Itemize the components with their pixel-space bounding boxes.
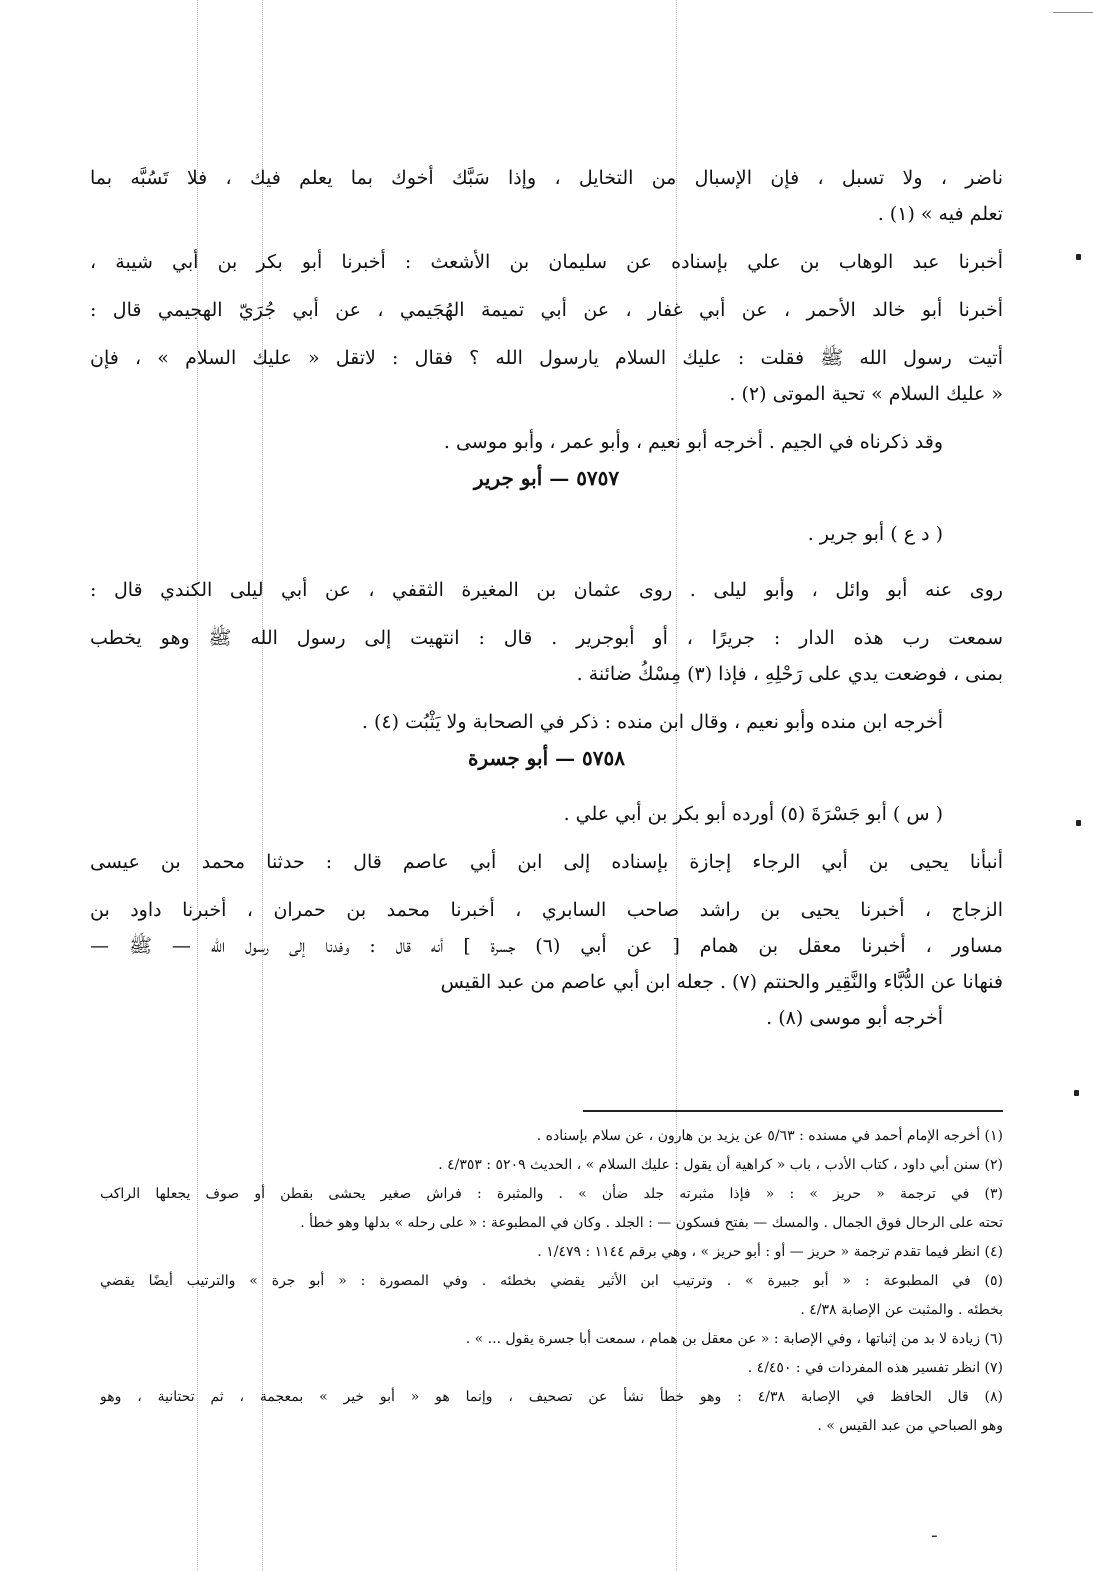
main-text [90,160,1003,1036]
footnote: وهو الصباحي من عبد القيس » . [817,1418,1003,1434]
text-line: أنبأنا يحيى بن أبي الرجاء إجازة بإسناده إلى ابن أبي عاصم قال : حدثنا محمد بن عيسى [90,851,1003,873]
text-line: أخبرنا عبد الوهاب بن علي بإسناده عن سليمان بن الأشعث : أخبرنا أبو بكر بن أبي شيبة ، [90,251,1003,273]
footnote-rule [583,1110,1003,1112]
footnote: (٦) زيادة لا بد من إثباتها ، وفي الإصابة : « عن معقل بن همام ، سمعت أبا جسرة يقول ... » . [465,1331,1003,1347]
text-line: روى عنه أبو وائل ، وأبو ليلى . روى عثمان بن المغيرة الثقفي ، عن أبي ليلى الكندي قال : [90,579,1003,601]
text-line: فنهانا عن الدُّبَّاء والنَّقِير والحنتم (٧) . جعله ابن أبي عاصم من عبد القيس [440,971,1003,993]
footnote: (٤) انظر فيما تقدم ترجمة « حريز — أو : أبو حريز » ، وهي برقم ١١٤٤ : ١/٤٧٩ . [537,1244,1003,1260]
footnote: (٨) قال الحافظ في الإصابة ٤/٣٨ : وهو خطأ نشأ عن تصحيف ، وإنما هو « أبو خير » بمعجمة ، ثم تحتانية ، وهو [100,1389,1003,1405]
footnote: (١) أخرجه الإمام أحمد في مسنده : ٥/٦٣ عن يزيد بن هارون ، عن سلام بإسناده . [536,1128,1003,1144]
text-line: أخرجه أبو موسى (٨) . [766,1007,943,1029]
footnote: (٣) في ترجمة « حريز » : « فإذا مثبرته جلد ضأن » . والمثبرة : فراش صغير يحشى بقطن أو صوف يجعلها الراكب [100,1186,1003,1202]
text-line: مساور ، أخبرنا معقل بن همام [ عن أبي (٦) جسرة ] أنه قال : وفدنا إلى رسول الله — ﷺ — [90,935,1003,957]
footnote: (٢) سنن أبي داود ، كتاب الأدب ، باب « كراهية أن يقول : عليك السلام » ، الحديث ٥٢٠٩ : ٤/٣٥٣ . [438,1157,1003,1173]
text-line: تعلم فيه » (١) . [877,203,1003,225]
footnote: تحته على الرحال فوق الجمال . والمسك — بفتح فسكون — : الجلد . وكان في المطبوعة : « على رحله » بدلها وهو خطأ . [300,1215,1003,1231]
binding-mark [1076,254,1081,260]
footnotes [100,1122,1003,1441]
entry-heading: ٥٧٥٨ — أبو جسرة [467,746,626,770]
binding-mark [1076,820,1081,826]
text-line: ( س ) أبو جَسْرَةَ (٥) أورده أبو بكر بن أبي علي . [563,803,943,825]
footnote: (٥) في المطبوعة : « أبو جبيرة » . وترتيب ابن الأثير يقضي بخطئه . وفي المصورة : « أبو جرة » والترتيب أيضًا يقضي [100,1273,1003,1289]
footnote: بخطئه . والمثبت عن الإصابة ٤/٣٨ . [800,1302,1003,1318]
text-line: أخبرنا أبو خالد الأحمر ، عن أبي غفار ، عن أبي تميمة الهُجَيمي ، عن أبي جُرَيّ الهجيمي قال : [90,299,1003,321]
text-line: أتيت رسول الله ﷺ فقلت : عليك السلام يارسول الله ؟ فقال : لاتقل « عليك السلام » ، فإن [90,347,1003,369]
text-line: بمنى ، فوضعت يدي على رَحْلِهِ ، فإذا (٣) مِسْكُ ضائنة . [576,663,1003,685]
text-line: الزجاج ، أخبرنا يحيى بن راشد صاحب السابري ، أخبرنا محمد بن حمران ، أخبرنا داود بن [90,899,1003,921]
text-line: ناضر ، ولا تسبل ، فإن الإسبال من التخايل ، وإذا سَبَّك أخوك بما يعلم فيك ، فلا تَسُبَّه بما [90,167,1003,189]
text-line: ( د ع ) أبو جرير . [807,523,943,545]
text-line: أخرجه ابن منده وأبو نعيم ، وقال ابن منده : ذكر في الصحابة ولا يَثْبُت (٤) . [361,711,943,733]
corner-line [1053,12,1093,13]
text-line: سمعت رب هذه الدار : جريرًا ، أو أبوجرير . قال : انتهيت إلى رسول الله ﷺ وهو يخطب [90,627,1003,649]
entry-heading: ٥٧٥٧ — أبو جرير [473,466,620,490]
footnote: (٧) انظر تفسير هذه المفردات في : ٤/٤٥٠ . [747,1360,1003,1376]
text-line: « عليك السلام » تحية الموتى (٢) . [729,383,1003,405]
page-corner-mark: ـ [932,1522,937,1541]
binding-mark [1074,1090,1079,1096]
text-line: وقد ذكرناه في الجيم . أخرجه أبو نعيم ، وأبو عمر ، وأبو موسى . [443,431,943,453]
